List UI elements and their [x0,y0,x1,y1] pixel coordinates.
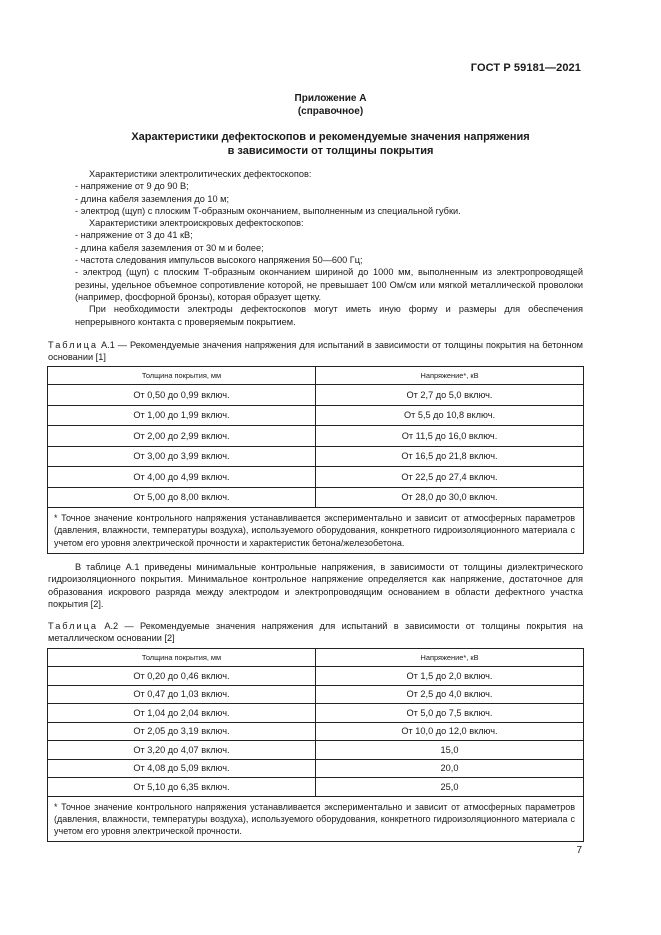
heading-line-1: Характеристики дефектоскопов и рекомендуемые значения напряжения [131,131,530,143]
table2-caption-label: Таблица [48,621,99,631]
cell-thickness: От 0,50 до 0,99 включ. [48,385,316,406]
cell-voltage: От 5,5 до 10,8 включ. [316,405,584,426]
cell-thickness: От 4,00 до 4,99 включ. [48,467,316,488]
table1-caption [48,339,583,364]
cell-thickness: От 2,05 до 3,19 включ. [48,722,316,741]
annex-heading [0,130,661,158]
intro-line: При необходимости электроды дефектоскопов могут иметь иную форму и размеры для обеспечения непрерывного контакта с проверяемым покрытием. [75,304,583,327]
column-header-thickness: Толщина покрытия, мм [48,649,316,667]
cell-thickness: От 1,00 до 1,99 включ. [48,405,316,426]
table-a1 [47,366,584,554]
table-header-row [48,367,584,385]
table-row [48,405,584,426]
intro-line: - длина кабеля заземления до 10 м; [75,193,230,204]
column-header-voltage: Напряжение*, кВ [316,649,584,667]
intro-line: - длина кабеля заземления от 30 м и более; [75,242,264,253]
annex-subtitle: (справочное) [297,106,364,117]
table-footnote-row [48,508,584,554]
table-row [48,685,584,704]
cell-voltage: От 2,7 до 5,0 включ. [316,385,584,406]
table2-footnote: * Точное значение контрольного напряжения устанавливается экспериментально и зависит от атмосферных параметров (давления, влажности, температуры воздуха), используемого оборудования, конкретного гидроизоляционного материала с учетом его уровня электрической прочности. [48,796,584,842]
column-header-voltage: Напряжение*, кВ [316,367,584,385]
cell-voltage: От 10,0 до 12,0 включ. [316,722,584,741]
table-a2 [47,648,584,842]
table-row [48,467,584,488]
heading-line-2: в зависимости от толщины покрытия [227,145,434,157]
cell-thickness: От 5,10 до 6,35 включ. [48,778,316,797]
table-header-row [48,649,584,667]
cell-voltage: 25,0 [316,778,584,797]
table-row [48,704,584,723]
cell-voltage: От 5,0 до 7,5 включ. [316,704,584,723]
cell-thickness: От 2,00 до 2,99 включ. [48,426,316,447]
table2-caption [48,620,583,645]
cell-voltage: От 28,0 до 30,0 включ. [316,487,584,508]
table-row [48,446,584,467]
table-row [48,385,584,406]
cell-thickness: От 0,47 до 1,03 включ. [48,685,316,704]
cell-thickness: От 4,08 до 5,09 включ. [48,759,316,778]
table-row [48,667,584,686]
table1-caption-text: А.1 — Рекомендуемые значения напряжения для испытаний в зависимости от толщины покрытия на бетонном основании [1] [48,340,583,363]
middle-paragraph-block [48,561,583,610]
table-row [48,722,584,741]
intro-line: - частота следования импульсов высокого напряжения 50—600 Гц; [75,255,363,266]
cell-thickness: От 1,04 до 2,04 включ. [48,704,316,723]
cell-voltage: 15,0 [316,741,584,760]
cell-voltage: От 16,5 до 21,8 включ. [316,446,584,467]
column-header-thickness: Толщина покрытия, мм [48,367,316,385]
cell-voltage: От 11,5 до 16,0 включ. [316,426,584,447]
annex-title: Приложение А [294,93,367,104]
cell-voltage: От 2,5 до 4,0 включ. [316,685,584,704]
intro-line: Характеристики электроискровых дефектоскопов: [89,218,304,229]
cell-thickness: От 5,00 до 8,00 включ. [48,487,316,508]
standard-code: ГОСТ Р 59181—2021 [470,62,581,74]
table1-footnote: * Точное значение контрольного напряжения устанавливается экспериментально и зависит от атмосферных параметров (давления, влажности, температуры воздуха), используемого оборудования, конкретного гидроизоляционного материала с учетом его уровня электрической прочности и характеристик бетона/железобетона. [48,508,584,554]
table-row [48,426,584,447]
intro-line: - напряжение от 3 до 41 кВ; [75,230,193,241]
cell-thickness: От 3,00 до 3,99 включ. [48,446,316,467]
intro-line: Характеристики электролитических дефектоскопов: [89,169,312,179]
cell-voltage: От 1,5 до 2,0 включ. [316,667,584,686]
page-number: 7 [576,845,582,856]
intro-text [75,168,583,328]
cell-thickness: От 3,20 до 4,07 включ. [48,741,316,760]
table-row [48,741,584,760]
table-row [48,778,584,797]
cell-thickness: От 0,20 до 0,46 включ. [48,667,316,686]
cell-voltage: 20,0 [316,759,584,778]
table-footnote-row [48,796,584,842]
cell-voltage: От 22,5 до 27,4 включ. [316,467,584,488]
table-row [48,487,584,508]
table-row [48,759,584,778]
annex-title-block [0,92,661,118]
table2-caption-text: А.2 — Рекомендуемые значения напряжения для испытаний в зависимости от толщины покрытия на металлическом основании [2] [48,621,583,644]
middle-paragraph: В таблице А.1 приведены минимальные контрольные напряжения, в зависимости от толщины диэлектрического гидроизоляционного покрытия. Минимальное контрольное напряжение определяется как напряжение, достаточное для образования искрового разряда между электродом и электропроводящим основанием в области дефектного участка покрытия [2]. [48,562,583,609]
intro-line: - электрод (щуп) с плоским Т-образным окончанием, выполненным из специальной губки. [75,205,461,216]
intro-line: - напряжение от 9 до 90 В; [75,181,189,192]
intro-line: - электрод (щуп) с плоским Т-образным окончанием шириной до 1000 мм, выполненным из электропроводящей резины, удельное объемное сопротивление которой, не превышает 100 Ом/см или мягкой металлической проволоки (например, фосфорной бронзы), которая образует щетку. [75,267,583,302]
table1-caption-label: Таблица [48,340,99,350]
